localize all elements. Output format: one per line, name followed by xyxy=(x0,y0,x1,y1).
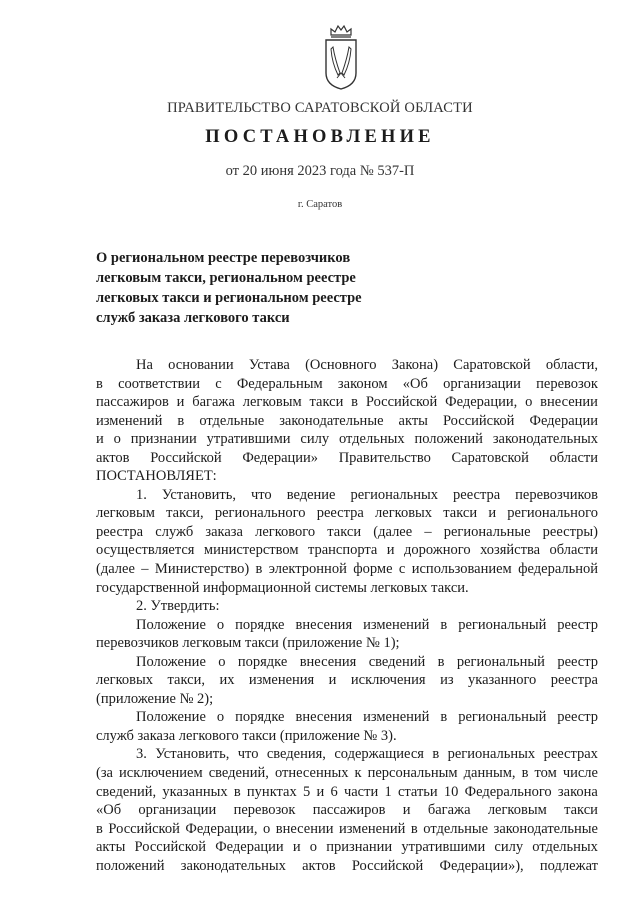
body-line: 3. Установить, что сведения, содержащиеся в региональных реестрах xyxy=(136,746,598,763)
body-line: Положение о порядке внесения сведений в региональный реестр xyxy=(136,653,598,670)
document-body xyxy=(96,356,598,875)
body-line: акты Российской Федерации и о признании утратившими силу отдельных xyxy=(96,839,598,856)
body-line: легковых такси, их изменения и исключения из указанного реестра xyxy=(96,672,598,689)
body-line: сведений, указанных в пунктах 5 и 6 части 1 статьи 10 Федерального закона xyxy=(96,783,598,800)
body-line: Положение о порядке внесения изменений в региональный реестр xyxy=(136,616,598,633)
document-subject xyxy=(96,248,426,328)
body-line: в Российской Федерации, о внесении изменений в отдельные законодательные xyxy=(96,820,598,837)
body-line: и о признании утратившими силу отдельных положений законодательных xyxy=(96,431,598,448)
body-line: перевозчиков легковым такси (приложение № 1); xyxy=(96,635,400,652)
body-line: в соответствии с Федеральным законом «Об организации перевозок xyxy=(96,375,598,392)
subject-line: легковым такси, региональном реестре xyxy=(96,270,356,286)
body-line: (за исключением сведений, отнесенных к персональным данным, в том числе xyxy=(96,765,598,782)
body-line: легковым такси, регионального реестра легковых такси и регионального xyxy=(96,505,598,522)
body-line: служб заказа легкового такси (приложение № 3). xyxy=(96,727,397,744)
body-line: На основании Устава (Основного Закона) Саратовской области, xyxy=(136,357,598,373)
body-line: Положение о порядке внесения изменений в региональный реестр xyxy=(136,709,598,726)
subject-line: легковых такси и региональном реестре xyxy=(96,290,362,306)
body-line: (приложение № 2); xyxy=(96,690,214,707)
body-line: (далее – Министерство) в электронной форме с использованием федеральной xyxy=(96,561,598,578)
body-line: ПОСТАНОВЛЯЕТ: xyxy=(96,468,217,485)
document-date-number: от 20 июня 2023 года № 537-П xyxy=(225,163,415,179)
body-line: пассажиров и багажа легковым такси в Российской Федерации, о внесении xyxy=(96,394,598,411)
body-line: реестра служб заказа легкового такси (далее – региональные реестры) xyxy=(96,523,598,540)
body-line: государственной информационной системы легковых такси. xyxy=(96,579,469,596)
saratov-coat-of-arms-icon xyxy=(323,23,359,91)
document-city: г. Саратов xyxy=(297,199,343,210)
body-line: «Об организации перевозок пассажиров и багажа легковым такси xyxy=(96,802,598,819)
body-line: положений законодательных актов Российской Федерации»), подлежат xyxy=(96,857,598,874)
government-name: ПРАВИТЕЛЬСТВО САРАТОВСКОЙ ОБЛАСТИ xyxy=(167,100,473,116)
subject-line: О региональном реестре перевозчиков xyxy=(96,250,351,266)
body-line: 2. Утвердить: xyxy=(136,598,220,615)
body-line: 1. Установить, что ведение региональных реестра перевозчиков xyxy=(136,486,598,503)
document-title: ПОСТАНОВЛЕНИЕ xyxy=(205,127,435,147)
body-line: изменений в отдельные законодательные акты Российской Федерации xyxy=(96,412,598,429)
body-line: осуществляется министерством транспорта и дорожного хозяйства области xyxy=(96,542,598,559)
subject-line: служб заказа легкового такси xyxy=(96,310,290,326)
body-line: актов Российской Федерации» Правительство Саратовской области xyxy=(96,449,598,466)
